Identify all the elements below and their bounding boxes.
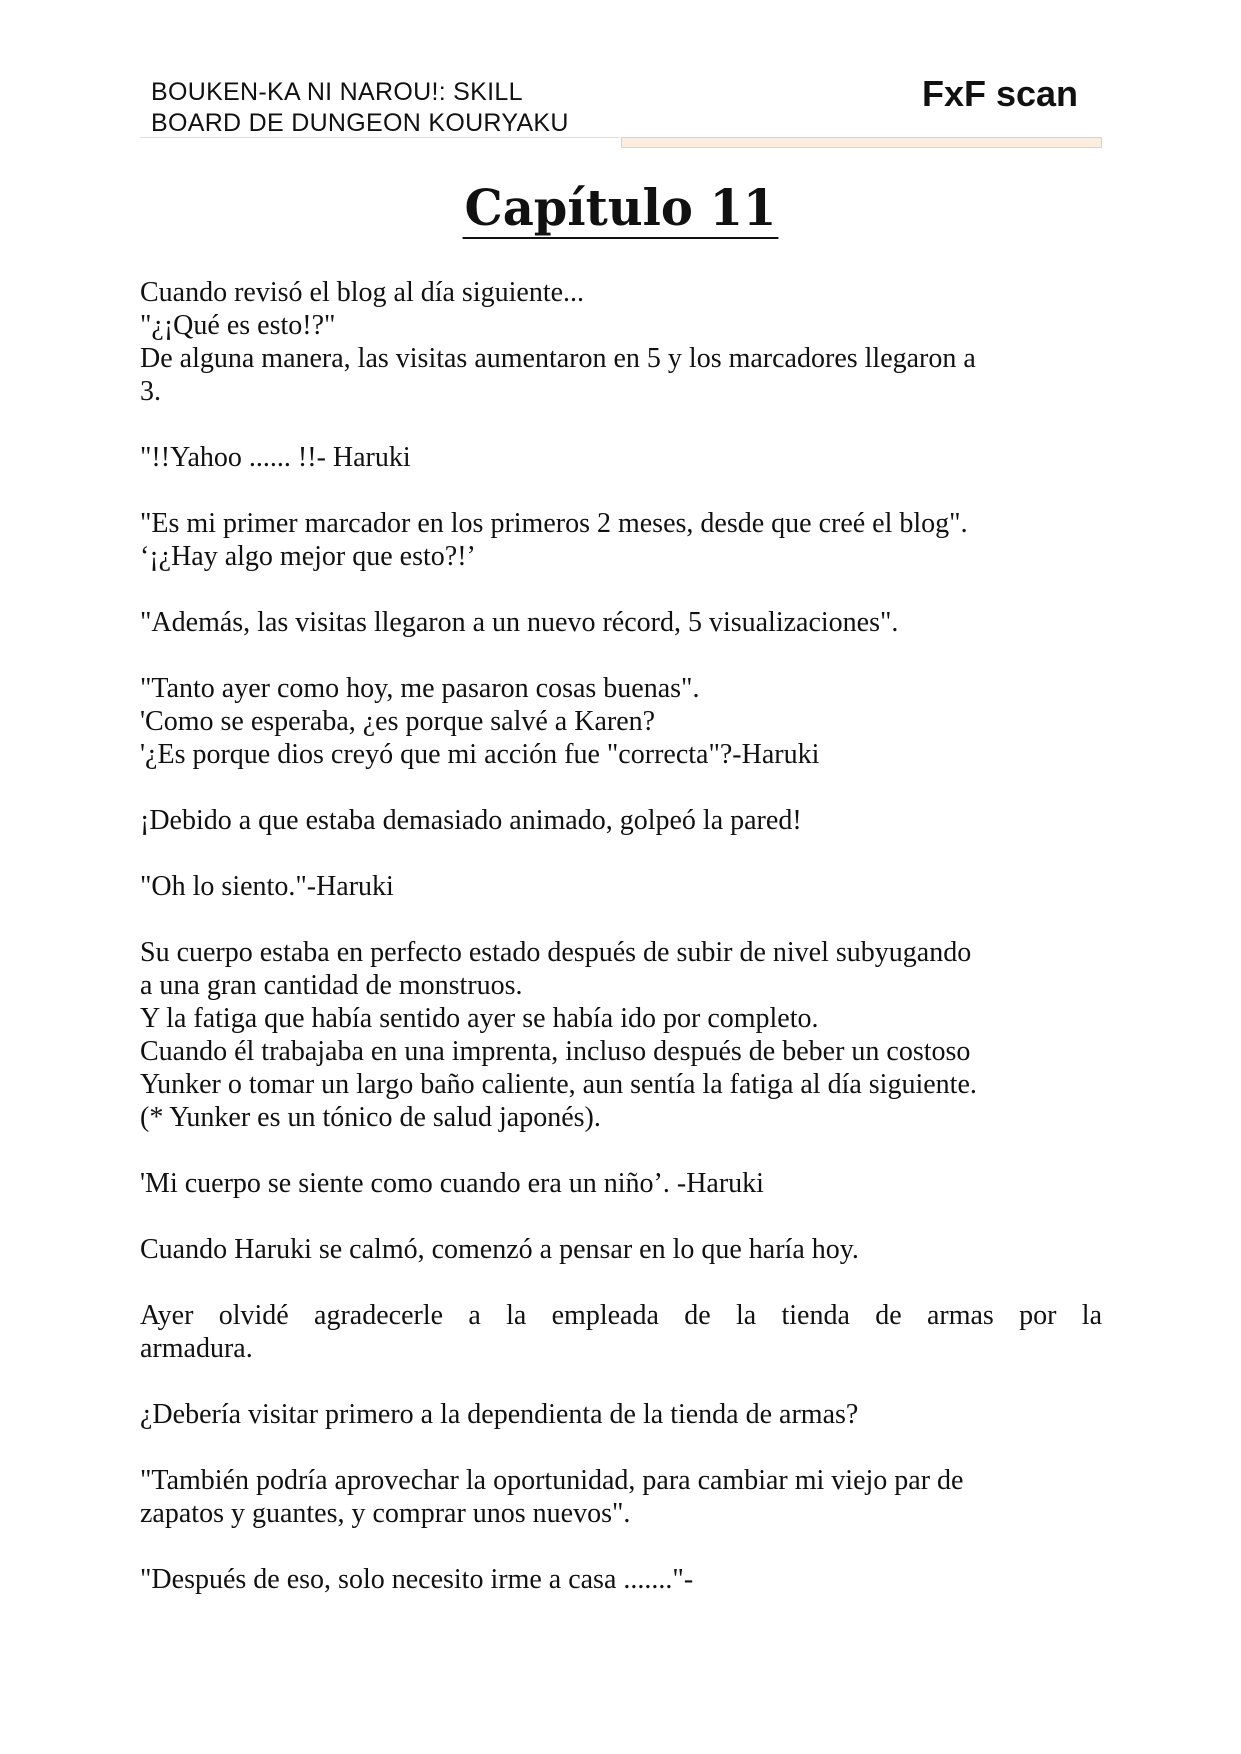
- paragraph-line: De alguna manera, las visitas aumentaron en 5 y los marcadores llegaron a: [140, 343, 976, 374]
- paragraph-line: armadura.: [140, 1333, 253, 1364]
- scanlator-label: FxF scan: [921, 73, 1079, 114]
- paragraph: [140, 1398, 1102, 1431]
- paragraph: [140, 606, 1102, 639]
- paragraph: [140, 672, 1102, 771]
- paragraph: [140, 1299, 1102, 1365]
- paragraph: [140, 936, 1102, 1134]
- chapter-body: [140, 276, 1102, 1629]
- series-title-line-1: BOUKEN-KA NI NAROU!: SKILL: [151, 78, 523, 106]
- paragraph-line: Ayer olvidé agradecerle a la empleada de la tienda de armas por la: [140, 1300, 1102, 1331]
- paragraph-line: "Después de eso, solo necesito irme a casa ......."-: [140, 1564, 694, 1595]
- paragraph-line: Cuando él trabajaba en una imprenta, incluso después de beber un costoso: [140, 1036, 971, 1067]
- header-accent-bar: [621, 137, 1102, 148]
- paragraph: [140, 1563, 1102, 1596]
- paragraph-line: "Oh lo siento."-Haruki: [140, 871, 394, 902]
- paragraph: [140, 1464, 1102, 1530]
- paragraph-line: Yunker o tomar un largo baño caliente, aun sentía la fatiga al día siguiente.: [140, 1069, 977, 1100]
- paragraph-line: "Además, las visitas llegaron a un nuevo récord, 5 visualizaciones".: [140, 607, 899, 638]
- paragraph-line: Cuando Haruki se calmó, comenzó a pensar en lo que haría hoy.: [140, 1234, 859, 1265]
- paragraph-line: 'Como se esperaba, ¿es porque salvé a Karen?: [140, 706, 656, 737]
- paragraph-line: Cuando revisó el blog al día siguiente...: [140, 277, 585, 308]
- paragraph-line: "Tanto ayer como hoy, me pasaron cosas buenas".: [140, 673, 700, 704]
- series-title: [151, 77, 621, 139]
- paragraph-line: Y la fatiga que había sentido ayer se había ido por completo.: [140, 1003, 819, 1034]
- chapter-title: [0, 178, 1241, 239]
- paragraph-line: 3.: [140, 376, 161, 407]
- paragraph: [140, 507, 1102, 573]
- paragraph-line: "Es mi primer marcador en los primeros 2 meses, desde que creé el blog".: [140, 508, 968, 539]
- paragraph-line: Su cuerpo estaba en perfecto estado después de subir de nivel subyugando: [140, 937, 972, 968]
- paragraph: [140, 441, 1102, 474]
- paragraph-line: (* Yunker es un tónico de salud japonés).: [140, 1102, 601, 1133]
- paragraph-line: zapatos y guantes, y comprar unos nuevos".: [140, 1498, 631, 1529]
- paragraph-line: "También podría aprovechar la oportunidad, para cambiar mi viejo par de: [140, 1465, 964, 1496]
- header-divider: [140, 137, 620, 138]
- series-title-line-2: BOARD DE DUNGEON KOURYAKU: [151, 109, 569, 137]
- chapter-title-text: Capítulo 11: [464, 178, 777, 237]
- paragraph: [140, 1233, 1102, 1266]
- paragraph-line: "¿¡Qué es esto!?": [140, 310, 336, 341]
- paragraph-line: "!!Yahoo ...... !!- Haruki: [140, 442, 411, 473]
- paragraph: [140, 276, 1102, 408]
- paragraph-line: '¿Es porque dios creyó que mi acción fue "correcta"?-Haruki: [140, 739, 820, 770]
- paragraph-line: ¡Debido a que estaba demasiado animado, golpeó la pared!: [140, 805, 802, 836]
- paragraph: [140, 1167, 1102, 1200]
- paragraph-line: a una gran cantidad de monstruos.: [140, 970, 523, 1001]
- paragraph-line: ¿Debería visitar primero a la dependienta de la tienda de armas?: [140, 1399, 859, 1430]
- paragraph: [140, 804, 1102, 837]
- paragraph-line: 'Mi cuerpo se siente como cuando era un niño’. -Haruki: [140, 1168, 764, 1199]
- paragraph-line: ‘¡¿Hay algo mejor que esto?!’: [140, 541, 476, 572]
- paragraph: [140, 870, 1102, 903]
